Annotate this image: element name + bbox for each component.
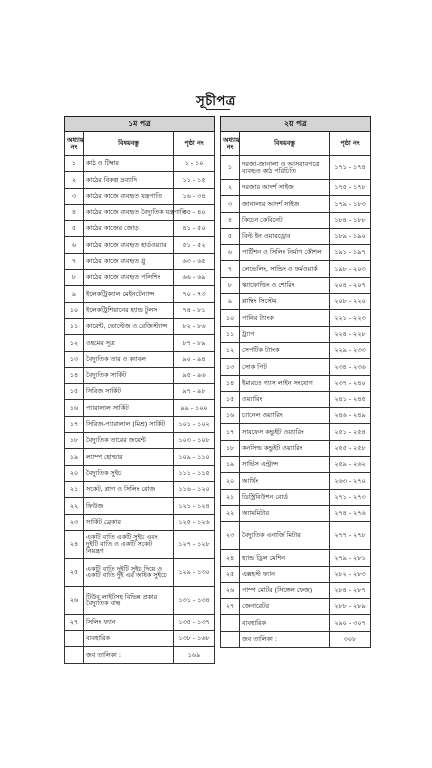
column-header-row (65, 132, 215, 156)
column-header-row (221, 132, 371, 156)
chapter-number: ১২ (65, 335, 84, 351)
page-range: ১৭১ - ১৭৪ (330, 156, 371, 180)
page-range: ২৭১ - ২৭৩ (330, 489, 371, 505)
page-range: ১১ - ১৫ (174, 172, 215, 188)
subject-cell: সিরিজ-প্যারালাল (মিশ্র) সার্কিট (84, 416, 174, 432)
page-range: ২৪৬ - ২৪৯ (330, 408, 371, 424)
subject-cell: কাঠের কাজের জোড় (84, 221, 174, 237)
table-row (221, 440, 371, 456)
table-row (65, 433, 215, 449)
table-row (65, 335, 215, 351)
chapter-number: ২৬ (221, 582, 240, 598)
page-range: ১৬ - ৩৪ (174, 188, 215, 204)
page-range: ২৫১ - ২৫৪ (330, 424, 371, 440)
subject-cell: সার্ভিস এন্ট্রান্স (240, 457, 330, 473)
page-range: ৭৪ - ৮১ (174, 302, 215, 318)
chapter-number: ২৩ (65, 514, 84, 530)
page-range: ১৬৯ (174, 647, 215, 663)
subject-cell: বৈদ্যুতিক সুইচ (84, 465, 174, 481)
subject-cell: কিচেন কেবিনেট (240, 212, 330, 228)
page-range: ২৯০ - ৩০৭ (330, 615, 371, 631)
chapter-number: ২৪ (65, 530, 84, 558)
table-row (65, 237, 215, 253)
subject-cell: সকেট, প্লাগ ও সিলিং রোজ (84, 481, 174, 497)
chapter-number: ১৬ (65, 400, 84, 416)
page-range: ১১১ - ১১৫ (174, 465, 215, 481)
chapter-number: ২০ (221, 473, 240, 489)
page-range: ১০১ - ১০২ (174, 416, 215, 432)
table-row (221, 342, 371, 358)
table-row (221, 522, 371, 550)
page-range: ১৮৪ - ১৮৮ (330, 212, 371, 228)
chapter-number: ১৩ (65, 351, 84, 367)
page-range: ৫১ - ৫২ (174, 237, 215, 253)
table-row (65, 400, 215, 416)
table-row (65, 302, 215, 318)
subject-cell: আর্থিং (240, 473, 330, 489)
chapter-number: ৩ (65, 188, 84, 204)
subject-cell: ওহমের সূত্র (84, 335, 174, 351)
page-range: ২২৪ - ২২৮ (330, 326, 371, 342)
chapter-number: ৫ (65, 221, 84, 237)
table-row (221, 599, 371, 615)
table-row (65, 286, 215, 302)
table-row (221, 326, 371, 342)
page-range: ৮২ - ৮৬ (174, 318, 215, 334)
page-range: ২৫৯ - ২৬২ (330, 457, 371, 473)
chapter-number: ৬ (221, 245, 240, 261)
table-row (221, 408, 371, 424)
chapter-number: ১৮ (221, 440, 240, 456)
chapter-number: ২০ (65, 465, 84, 481)
subject-cell: কাঠের বিকল্প দ্রব্যাদি (84, 172, 174, 188)
table-row (65, 156, 215, 172)
subject-cell: কাঠের কাজে ব্যবহৃত গ্লু (84, 253, 174, 269)
chapter-number: ৩ (221, 196, 240, 212)
table-row (65, 221, 215, 237)
page-range: ১৭৯ - ১৮৩ (330, 196, 371, 212)
subject-cell: ওয়্যারিং (240, 391, 330, 407)
table-row (65, 318, 215, 334)
subject-cell: চ্যানেল ওয়্যারিং (240, 408, 330, 424)
table-row (65, 270, 215, 286)
subject-cell: বৈদ্যুতিক এনার্জি মিটার (240, 522, 330, 550)
subject-cell: সোক পিট (240, 359, 330, 375)
table-row (221, 156, 371, 180)
subject-cell: একটি বাতি একটি সুইচ এবং দুইটি বাতি ও একটি সকেট নিয়ন্ত্রণ (84, 530, 174, 558)
page-range: ৬৬ - ৬৯ (174, 270, 215, 286)
table-row (65, 647, 215, 663)
table-first-paper (64, 116, 215, 664)
table-row (221, 615, 371, 631)
page-range: ২৮৮ - ২৮৯ (330, 599, 371, 615)
table-row (221, 180, 371, 196)
chapter-number: ২৫ (221, 566, 240, 582)
subject-cell: কাঠ ও টিম্বার (84, 156, 174, 172)
subject-cell: ইলেকট্রিশিয়ানের হ্যান্ড টুলস (84, 302, 174, 318)
page-range: ২৪১ - ২৪৫ (330, 391, 371, 407)
page-range: ৯০ - ৯৪ (174, 351, 215, 367)
table-row (221, 505, 371, 521)
subject-cell: কারেন্ট, ভোল্টেজ ও রেজিস্ট্যান্স (84, 318, 174, 334)
table-row (221, 473, 371, 489)
table-row (65, 465, 215, 481)
page-range: ৭০ - ৭৩ (174, 286, 215, 302)
chapter-number: ১ (65, 156, 84, 172)
chapter-number: ১৮ (65, 433, 84, 449)
subject-cell: হ্যান্ড ড্রিল মেশিন (240, 550, 330, 566)
table-row (65, 367, 215, 383)
page-range: ৯৫ - ৯৬ (174, 367, 215, 383)
table-header-row (221, 117, 371, 132)
subject-cell: সিরিজ সার্কিট (84, 384, 174, 400)
table-row (221, 489, 371, 505)
table-header-row (65, 117, 215, 132)
table-row (221, 582, 371, 598)
table-row (65, 172, 215, 188)
table-row (221, 391, 371, 407)
subject-cell: ল্যাম্প হোল্ডার (84, 449, 174, 465)
chapter-number: ১২ (221, 342, 240, 358)
page-range: ৮৭ - ৮৯ (174, 335, 215, 351)
subject-cell: ট্র্যাপ (240, 326, 330, 342)
chapter-number: ৫ (221, 228, 240, 244)
table-row (221, 245, 371, 261)
chapter-number: ১০ (65, 302, 84, 318)
subject-cell: অ্যামমিটার (240, 505, 330, 521)
page-range: ১৮৯ - ১৯০ (330, 228, 371, 244)
chapter-number: ২৩ (221, 522, 240, 550)
table-row (65, 558, 215, 586)
chapter-number: ১৭ (65, 416, 84, 432)
table-row (65, 498, 215, 514)
table-row (65, 614, 215, 630)
table-row (221, 277, 371, 293)
table-row (221, 375, 371, 391)
chapter-number: ২৬ (65, 586, 84, 614)
subject-cell: দরজা-জানালা ও আসবাবপত্রে ব্যবহৃত কাঠ পরিচিতি (240, 156, 330, 180)
page-range: ১২৫ - ১২৬ (174, 514, 215, 530)
page-range: ২২৯ - ২৩৩ (330, 342, 371, 358)
page-range: ২৮৪ - ২৮৭ (330, 582, 371, 598)
subject-cell: পানির ট্যাংক (240, 310, 330, 326)
subject-cell: কাঠের কাজে ব্যবহৃত বৈদ্যুতিক যন্ত্রপাতি (84, 204, 174, 220)
subject-cell: বৈদ্যুতিক তার ও ক্যাবল (84, 351, 174, 367)
subject-cell: সেপটিক ট্যাংক (240, 342, 330, 358)
chapter-number (65, 631, 84, 647)
table-row (65, 204, 215, 220)
page-range: ১২৯ - ১৩০ (174, 558, 215, 586)
page-range: ১৩১ - ১৩৪ (174, 586, 215, 614)
chapter-number: ১৪ (221, 375, 240, 391)
table-row (221, 359, 371, 375)
page-range: ৯৭ - ৯৮ (174, 384, 215, 400)
chapter-number: ৭ (221, 261, 240, 277)
table-row (65, 481, 215, 497)
chapter-number: ১৬ (221, 408, 240, 424)
page-range: ১ - ১০ (174, 156, 215, 172)
chapter-number: ১৫ (221, 391, 240, 407)
page-title: সূচীপত্র (196, 94, 236, 109)
page-range: ১৭৫ - ১৭৮ (330, 180, 371, 196)
column-header-subject: বিষয়বস্তু (84, 132, 174, 156)
table-row (65, 514, 215, 530)
page-range: ১০৩ - ১০৮ (174, 433, 215, 449)
table-row (65, 530, 215, 558)
subject-cell: সার্কিট ব্রেকার (84, 514, 174, 530)
table-row (221, 212, 371, 228)
chapter-number: ২৪ (221, 550, 240, 566)
table-row (221, 228, 371, 244)
table-row (65, 253, 215, 269)
subject-cell: কাঠের কাজে ব্যবহৃত পলিশিং (84, 270, 174, 286)
subject-cell: টিউব লাইটসহ বিভিন্ন প্রকার বৈদ্যুতিক বাল্ব (84, 586, 174, 614)
chapter-number: ২২ (65, 498, 84, 514)
table-row (65, 631, 215, 647)
page-range: ১৯১ - ১৯৭ (330, 245, 371, 261)
subject-cell: ইলেকট্রিক্যাল মেইনটেন্যান্স (84, 286, 174, 302)
table-row (65, 384, 215, 400)
subject-cell: ইমারতে গ্যাস লাইন সংযোগ (240, 375, 330, 391)
subject-cell: ব্যবহারিক (240, 615, 330, 631)
chapter-number (65, 647, 84, 663)
page-range: ২০৮ - ২২০ (330, 294, 371, 310)
subject-cell: কাঠের কাজে ব্যবহৃত যন্ত্রপাতি (84, 188, 174, 204)
subject-cell: জেনারেটর (240, 599, 330, 615)
chapter-number: ২১ (221, 489, 240, 505)
chapter-number: ১৫ (65, 384, 84, 400)
page-range: ২৭৭ - ২৭৮ (330, 522, 371, 550)
subject-cell: বিল্ট ইন ওয়ারড্রোব (240, 228, 330, 244)
table-row (221, 631, 371, 647)
column-header-subject: বিষয়বস্তু (240, 132, 330, 156)
chapter-number: ২৭ (221, 599, 240, 615)
subject-cell: লেভেলিং, সান্ডিং ও ফর্মওয়ার্ক (240, 261, 330, 277)
chapter-number: ৪ (221, 212, 240, 228)
chapter-number: ১১ (65, 318, 84, 334)
table-row (65, 449, 215, 465)
page-range: ১২১ - ১২৪ (174, 498, 215, 514)
table-row (221, 457, 371, 473)
subject-cell: সারফেস কন্ডুইট ওয়্যারিং (240, 424, 330, 440)
column-header-chapter: অধ্যায় নং (221, 132, 240, 156)
subject-cell: কনসিল্ড কন্ডুইট ওয়্যারিং (240, 440, 330, 456)
page-range: ২৩৪ - ২৩৬ (330, 359, 371, 375)
page-range: ১৯৮ - ২০৩ (330, 261, 371, 277)
title-underline (206, 109, 230, 110)
chapter-number: ৯ (221, 294, 240, 310)
subject-cell: বৈদ্যুতিক সার্কিট (84, 367, 174, 383)
subject-cell: ডিস্ট্রিবিউশন বোর্ড (240, 489, 330, 505)
page-range: ৯৯ - ১০০ (174, 400, 215, 416)
chapter-number: ১৪ (65, 367, 84, 383)
column-header-page: পৃষ্ঠা নং (174, 132, 215, 156)
page-range: ১০৯ - ১১০ (174, 449, 215, 465)
page-range: ৩৫ - ৪০ (174, 204, 215, 220)
table-row (221, 424, 371, 440)
page-range: ২৬৩ - ২৭০ (330, 473, 371, 489)
subject-cell: একটি বাতি দুইটি সুইচ দিয়ে ও একটি বাতি দুই এর অধিক সুইচে (84, 558, 174, 586)
table-row (221, 196, 371, 212)
subject-cell: পার্টিশন ও সিলিং নির্মাণ কৌশল (240, 245, 330, 261)
chapter-number: ৯ (65, 286, 84, 302)
chapter-number: ১৯ (65, 449, 84, 465)
page-range: ১৩৫ - ১৩৭ (174, 614, 215, 630)
column-header-page: পৃষ্ঠা নং (330, 132, 371, 156)
table-row (65, 351, 215, 367)
chapter-number: ৬ (65, 237, 84, 253)
subject-cell: ব্যবহারিক (84, 631, 174, 647)
table-title: ১ম পত্র (65, 117, 215, 132)
chapter-number: ৪ (65, 204, 84, 220)
table-title: ২য় পত্র (221, 117, 371, 132)
table-row (221, 550, 371, 566)
chapter-number (221, 615, 240, 631)
subject-cell: জানালার আদর্শ সাইজ (240, 196, 330, 212)
column-header-chapter: অধ্যায় নং (65, 132, 84, 156)
table-row (65, 188, 215, 204)
table-row (221, 294, 371, 310)
subject-cell: জব তালিকা : (84, 647, 174, 663)
page-range: ২০৪ - ২০৭ (330, 277, 371, 293)
page-range: ১৩৮ - ১৬৮ (174, 631, 215, 647)
page-range: ৪১ - ৫০ (174, 221, 215, 237)
table-row (65, 586, 215, 614)
table-second-paper (220, 116, 371, 648)
subject-cell: এক্সহস্ট ফ্যান (240, 566, 330, 582)
chapter-number: ৭ (65, 253, 84, 269)
page-range: ৩০৮ (330, 631, 371, 647)
page-range: ২৭৯ - ২৮১ (330, 550, 371, 566)
chapter-number: ২ (221, 180, 240, 196)
chapter-number: ১৩ (221, 359, 240, 375)
subject-cell: প্যারালাল সার্কিট (84, 400, 174, 416)
chapter-number: ১১ (221, 326, 240, 342)
chapter-number: ২ (65, 172, 84, 188)
subject-cell: বৈদ্যুতিক তারের জয়েন্ট (84, 433, 174, 449)
subject-cell: জব তালিকা : (240, 631, 330, 647)
chapter-number: ২৫ (65, 558, 84, 586)
chapter-number: ৮ (221, 277, 240, 293)
subject-cell: সিলিং ফ্যান (84, 614, 174, 630)
subject-cell: পাম্প মোটর (সিঙ্গেল ফেজ) (240, 582, 330, 598)
table-row (65, 416, 215, 432)
page-range: ২৩৭ - ২৪০ (330, 375, 371, 391)
chapter-number: ১ (221, 156, 240, 180)
subject-cell: কাঠের কাজে ব্যবহৃত হার্ডওয়্যার (84, 237, 174, 253)
chapter-number: ২৭ (65, 614, 84, 630)
page-range: ২৭৪ - ২৭৬ (330, 505, 371, 521)
chapter-number: ১০ (221, 310, 240, 326)
page-range: ২২১ - ২২৩ (330, 310, 371, 326)
page-range: ১১৬ - ১২০ (174, 481, 215, 497)
chapter-number: ১৭ (221, 424, 240, 440)
table-row (221, 261, 371, 277)
page-range: ২৫৫ - ২৫৮ (330, 440, 371, 456)
table-row (221, 566, 371, 582)
subject-cell: প্লাম্বিং সিস্টেম (240, 294, 330, 310)
page-range: ১২৭ - ১২৮ (174, 530, 215, 558)
subject-cell: স্ক্যাফোল্ডিং ও শোরিং (240, 277, 330, 293)
subject-cell: দরজার আদর্শ সাইজ (240, 180, 330, 196)
page-range: ২৮২ - ২৮৩ (330, 566, 371, 582)
chapter-number: ২১ (65, 481, 84, 497)
chapter-number: ২২ (221, 505, 240, 521)
chapter-number (221, 631, 240, 647)
subject-cell: ফিউজ (84, 498, 174, 514)
page-range: ৬৩ - ৬৫ (174, 253, 215, 269)
chapter-number: ১৯ (221, 457, 240, 473)
chapter-number: ৮ (65, 270, 84, 286)
table-row (221, 310, 371, 326)
